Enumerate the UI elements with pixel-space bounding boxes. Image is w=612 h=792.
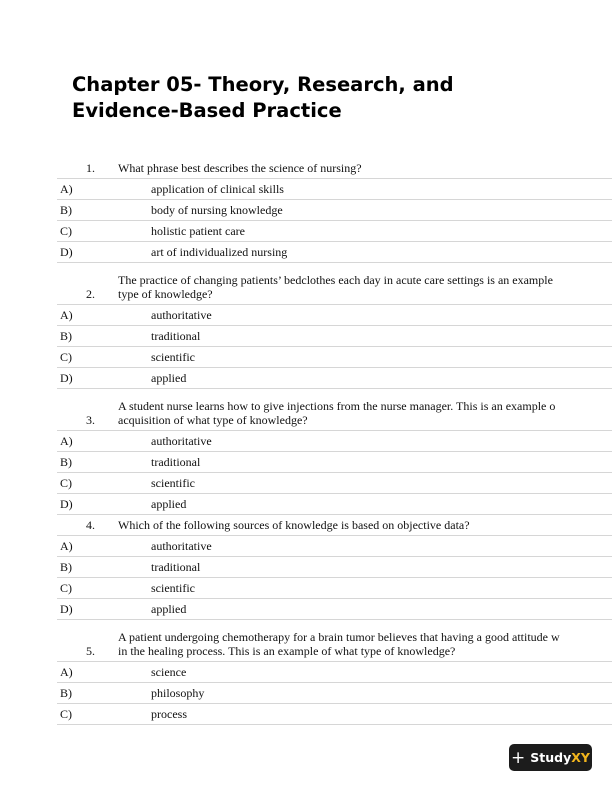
- option-letter: D): [60, 602, 73, 616]
- option-letter: C): [60, 224, 72, 238]
- option-row: [57, 179, 612, 200]
- option-row: [57, 200, 612, 221]
- option-text: art of individualized nursing: [151, 245, 288, 259]
- option-letter: B): [60, 686, 72, 700]
- question-table: [57, 158, 612, 725]
- question-row: [57, 158, 612, 179]
- option-letter: D): [60, 497, 73, 511]
- question-number: 4.: [86, 518, 95, 532]
- option-text: holistic patient care: [151, 224, 245, 238]
- option-text: science: [151, 665, 187, 679]
- option-letter: B): [60, 203, 72, 217]
- option-row: [57, 704, 612, 725]
- logo-text-xy: XY: [571, 750, 590, 765]
- option-letter: D): [60, 245, 73, 259]
- option-row: [57, 599, 612, 620]
- option-text: body of nursing knowledge: [151, 203, 283, 217]
- option-text: traditional: [151, 329, 201, 343]
- option-text: authoritative: [151, 434, 212, 448]
- plus-icon: +: [511, 747, 526, 768]
- question-text: A patient undergoing chemotherapy for a brain tumor believes that having a good attitude w in the healing process. This is an example of what type of knowledge?: [118, 630, 560, 658]
- option-text: authoritative: [151, 308, 212, 322]
- option-row: [57, 557, 612, 578]
- option-row: [57, 242, 612, 263]
- option-letter: D): [60, 371, 73, 385]
- option-letter: A): [60, 539, 73, 553]
- option-text: scientific: [151, 476, 195, 490]
- option-row: [57, 578, 612, 599]
- question-text: A student nurse learns how to give injections from the nurse manager. This is an example o acquisition of what type of knowledge?: [118, 399, 556, 427]
- option-row: [57, 683, 612, 704]
- option-letter: C): [60, 476, 72, 490]
- question-number: 2.: [86, 287, 95, 301]
- option-row: [57, 326, 612, 347]
- option-letter: A): [60, 665, 73, 679]
- option-row: [57, 347, 612, 368]
- question-number: 1.: [86, 161, 95, 175]
- option-text: traditional: [151, 455, 201, 469]
- question-row: [57, 389, 612, 431]
- question-text: Which of the following sources of knowledge is based on objective data?: [118, 518, 470, 532]
- question-row: [57, 620, 612, 662]
- option-text: application of clinical skills: [151, 182, 284, 196]
- option-text: authoritative: [151, 539, 212, 553]
- option-row: [57, 305, 612, 326]
- option-text: applied: [151, 371, 187, 385]
- option-text: scientific: [151, 581, 195, 595]
- studyxy-logo: [509, 744, 592, 771]
- option-row: [57, 662, 612, 683]
- option-row: [57, 368, 612, 389]
- option-row: [57, 221, 612, 242]
- option-letter: C): [60, 581, 72, 595]
- option-text: applied: [151, 602, 187, 616]
- question-text: The practice of changing patients’ bedclothes each day in acute care settings is an example type of knowledge?: [118, 273, 553, 301]
- option-letter: A): [60, 434, 73, 448]
- option-letter: B): [60, 329, 72, 343]
- option-text: applied: [151, 497, 187, 511]
- question-number: 5.: [86, 644, 95, 658]
- option-text: traditional: [151, 560, 201, 574]
- logo-text-study: Study: [530, 750, 572, 765]
- option-letter: B): [60, 455, 72, 469]
- question-number: 3.: [86, 413, 95, 427]
- option-letter: C): [60, 707, 72, 721]
- option-text: philosophy: [151, 686, 205, 700]
- question-text: What phrase best describes the science of nursing?: [118, 161, 362, 175]
- option-text: process: [151, 707, 187, 721]
- option-row: [57, 536, 612, 557]
- question-row: [57, 263, 612, 305]
- option-letter: A): [60, 308, 73, 322]
- option-row: [57, 431, 612, 452]
- question-row: [57, 515, 612, 536]
- option-letter: B): [60, 560, 72, 574]
- option-row: [57, 473, 612, 494]
- option-letter: A): [60, 182, 73, 196]
- page-title: Chapter 05- Theory, Research, and Evidence-Based Practice: [72, 73, 454, 122]
- option-row: [57, 494, 612, 515]
- option-row: [57, 452, 612, 473]
- option-text: scientific: [151, 350, 195, 364]
- option-letter: C): [60, 350, 72, 364]
